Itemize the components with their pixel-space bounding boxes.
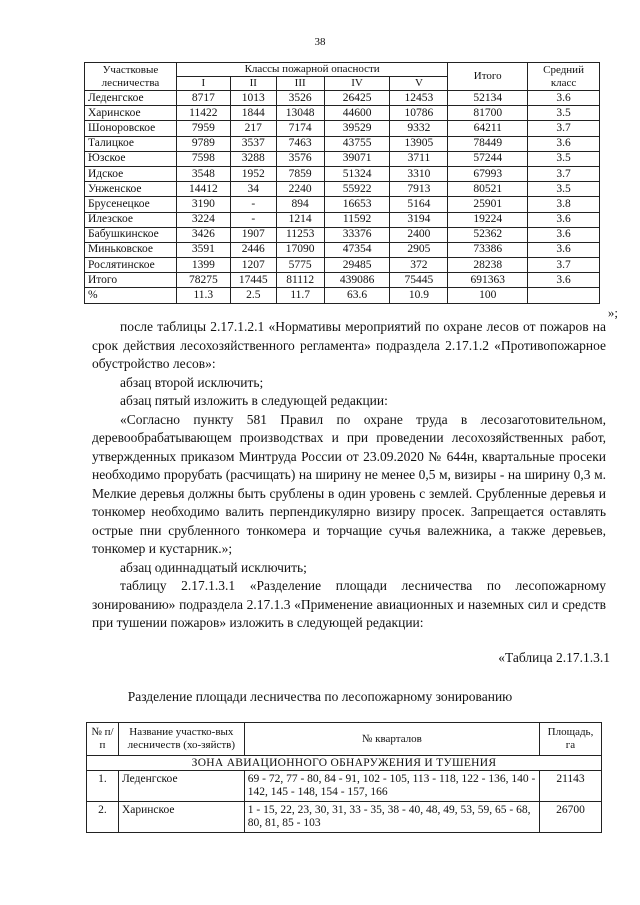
fire-class-table	[84, 62, 600, 304]
page-number: 38	[314, 36, 326, 48]
value-cell: 81112	[276, 273, 324, 288]
value-cell: 7463	[276, 136, 324, 151]
value-cell: 2.5	[230, 288, 276, 303]
value-cell: 19224	[448, 212, 528, 227]
value-cell: 3.6	[528, 242, 600, 257]
value-cell: 81700	[448, 106, 528, 121]
district-name-cell: %	[85, 288, 177, 303]
value-cell: 52362	[448, 227, 528, 242]
value-cell: 3.6	[528, 273, 600, 288]
value-cell: 3310	[390, 166, 448, 181]
value-cell	[528, 288, 600, 303]
value-cell: 34	[230, 182, 276, 197]
value-cell: 100	[448, 288, 528, 303]
value-cell: 3.6	[528, 212, 600, 227]
quarters-cell: 69 - 72, 77 - 80, 84 - 91, 102 - 105, 113 - 118, 122 - 136, 140 - 142, 145 - 148, 154 - 157, 166	[244, 771, 539, 802]
header-area: Площадь, га	[540, 723, 602, 756]
value-cell: 1013	[230, 91, 276, 106]
header-class-2: II	[230, 77, 276, 91]
value-cell: 67993	[448, 166, 528, 181]
header-class-5: V	[390, 77, 448, 91]
value-cell: 1214	[276, 212, 324, 227]
header-num: № п/п	[87, 723, 119, 756]
value-cell: -	[230, 197, 276, 212]
table-row	[87, 771, 602, 802]
paragraph-4: «Согласно пункту 581 Правил по охране труда в лесозаготовительном, деревообрабатывающем производствах и при проведении лесохозяйственных работ, утвержденных приказом Минтруда России от 23.09.2020 № 644н, квартальные просеки необходимо прорубать (расчищать) на ширину не менее 0,5 м, визиры - на ширину 0,3 м. Мелкие деревья должны быть срублены в один уровень с землей. Срубленные деревья и тонкомер необходимо валить перпендикулярно визиру просек. Запрещается оставлять острые пни срубленного тонкомера и торчащие сучья валежника, а также деревьев, тонкомер и кустарник.»;	[92, 411, 606, 556]
value-cell: 3.7	[528, 258, 600, 273]
value-cell: 11.3	[176, 288, 230, 303]
value-cell: 439086	[324, 273, 390, 288]
value-cell: 3.7	[528, 121, 600, 136]
row-number-cell: 1.	[87, 771, 119, 802]
district-name-cell: Харинское	[118, 802, 244, 833]
table-row	[85, 151, 600, 166]
closing-quote: »;	[607, 305, 618, 320]
value-cell: 217	[230, 121, 276, 136]
value-cell: 57244	[448, 151, 528, 166]
district-name-cell: Бабушкинское	[85, 227, 177, 242]
table-row	[85, 242, 600, 257]
table-row	[85, 212, 600, 227]
value-cell: 9332	[390, 121, 448, 136]
value-cell: 3548	[176, 166, 230, 181]
value-cell: 80521	[448, 182, 528, 197]
value-cell: 3288	[230, 151, 276, 166]
value-cell: 3.8	[528, 197, 600, 212]
value-cell: 11592	[324, 212, 390, 227]
value-cell: -	[230, 212, 276, 227]
value-cell: 3537	[230, 136, 276, 151]
district-name-cell: Миньковское	[85, 242, 177, 257]
value-cell: 10.9	[390, 288, 448, 303]
value-cell: 7913	[390, 182, 448, 197]
value-cell: 1907	[230, 227, 276, 242]
district-name-cell: Харинское	[85, 106, 177, 121]
district-name-cell: Итого	[85, 273, 177, 288]
district-name-cell: Рослятинское	[85, 258, 177, 273]
value-cell: 2400	[390, 227, 448, 242]
value-cell: 5164	[390, 197, 448, 212]
table-row	[85, 106, 600, 121]
district-name-cell: Шоноровское	[85, 121, 177, 136]
value-cell: 28238	[448, 258, 528, 273]
district-name-cell: Унженское	[85, 182, 177, 197]
zoning-table	[86, 722, 602, 833]
table-row	[85, 288, 600, 303]
value-cell: 3.7	[528, 166, 600, 181]
row-number-cell: 2.	[87, 802, 119, 833]
value-cell: 39529	[324, 121, 390, 136]
value-cell: 14412	[176, 182, 230, 197]
zone-heading: ЗОНА АВИАЦИОННОГО ОБНАРУЖЕНИЯ И ТУШЕНИЯ	[87, 756, 602, 771]
value-cell: 11253	[276, 227, 324, 242]
district-name-cell: Леденгское	[85, 91, 177, 106]
district-name-cell: Юзское	[85, 151, 177, 166]
value-cell: 372	[390, 258, 448, 273]
value-cell: 78275	[176, 273, 230, 288]
table-label: «Таблица 2.17.1.3.1	[498, 650, 610, 665]
value-cell: 63.6	[324, 288, 390, 303]
table-row	[85, 91, 600, 106]
value-cell: 26425	[324, 91, 390, 106]
value-cell: 73386	[448, 242, 528, 257]
value-cell: 7859	[276, 166, 324, 181]
paragraph-3: абзац пятый изложить в следующей редакции:	[120, 393, 388, 408]
header-name: Название участко-вых лесничеств (хо-зяйств)	[118, 723, 244, 756]
value-cell: 55922	[324, 182, 390, 197]
value-cell: 8717	[176, 91, 230, 106]
value-cell: 17090	[276, 242, 324, 257]
value-cell: 3526	[276, 91, 324, 106]
district-name-cell: Талицкое	[85, 136, 177, 151]
value-cell: 44600	[324, 106, 390, 121]
value-cell: 3.6	[528, 227, 600, 242]
table-row	[85, 121, 600, 136]
value-cell: 11.7	[276, 288, 324, 303]
value-cell: 1952	[230, 166, 276, 181]
value-cell: 12453	[390, 91, 448, 106]
district-name-cell: Леденгское	[118, 771, 244, 802]
value-cell: 1844	[230, 106, 276, 121]
value-cell: 3.5	[528, 151, 600, 166]
area-cell: 21143	[540, 771, 602, 802]
value-cell: 25901	[448, 197, 528, 212]
amendment-text	[92, 318, 606, 633]
header-average-class: Средний класс	[528, 63, 600, 91]
value-cell: 3224	[176, 212, 230, 227]
area-cell: 26700	[540, 802, 602, 833]
value-cell: 9789	[176, 136, 230, 151]
value-cell: 1207	[230, 258, 276, 273]
value-cell: 3.6	[528, 91, 600, 106]
table-title: Разделение площади лесничества по лесопожарному зонированию	[127, 689, 513, 704]
value-cell: 5775	[276, 258, 324, 273]
value-cell: 16653	[324, 197, 390, 212]
value-cell: 894	[276, 197, 324, 212]
value-cell: 3190	[176, 197, 230, 212]
table-row	[85, 182, 600, 197]
value-cell: 1399	[176, 258, 230, 273]
value-cell: 13048	[276, 106, 324, 121]
table-row	[85, 227, 600, 242]
value-cell: 7959	[176, 121, 230, 136]
value-cell: 2240	[276, 182, 324, 197]
value-cell: 17445	[230, 273, 276, 288]
table-row	[87, 802, 602, 833]
value-cell: 3194	[390, 212, 448, 227]
paragraph-2: абзац второй исключить;	[120, 374, 264, 390]
value-cell: 7598	[176, 151, 230, 166]
value-cell: 3.6	[528, 136, 600, 151]
header-total: Итого	[448, 63, 528, 91]
paragraph-5: абзац одиннадцатый исключить;	[120, 559, 307, 575]
value-cell: 29485	[324, 258, 390, 273]
value-cell: 13905	[390, 136, 448, 151]
value-cell: 11422	[176, 106, 230, 121]
value-cell: 51324	[324, 166, 390, 181]
table-row	[85, 136, 600, 151]
value-cell: 3426	[176, 227, 230, 242]
district-name-cell: Илезское	[85, 212, 177, 227]
header-class-4: IV	[324, 77, 390, 91]
value-cell: 3.5	[528, 182, 600, 197]
value-cell: 39071	[324, 151, 390, 166]
district-name-cell: Идское	[85, 166, 177, 181]
table-row	[85, 166, 600, 181]
value-cell: 78449	[448, 136, 528, 151]
value-cell: 7174	[276, 121, 324, 136]
value-cell: 3711	[390, 151, 448, 166]
header-class-1: I	[176, 77, 230, 91]
table-row	[85, 258, 600, 273]
paragraph-6: таблицу 2.17.1.3.1 «Разделение площади лесничества по лесопожарному зонированию» подраздела 2.17.1.3 «Применение авиационных и наземных сил и средств при тушении пожаров» изложить в следующей редакции:	[92, 578, 606, 630]
paragraph-1: после таблицы 2.17.1.2.1 «Нормативы мероприятий по охране лесов от пожаров на срок действия лесохозяйственного регламента» подраздела 2.17.1.2 «Противопожарное обустройство лесов»:	[92, 319, 606, 371]
value-cell: 43755	[324, 136, 390, 151]
value-cell: 64211	[448, 121, 528, 136]
quarters-cell: 1 - 15, 22, 23, 30, 31, 33 - 35, 38 - 40, 48, 49, 53, 59, 65 - 68, 80, 81, 85 - 103	[244, 802, 539, 833]
value-cell: 3.5	[528, 106, 600, 121]
table-row	[85, 273, 600, 288]
value-cell: 75445	[390, 273, 448, 288]
district-name-cell: Брусенецкое	[85, 197, 177, 212]
value-cell: 3576	[276, 151, 324, 166]
value-cell: 2905	[390, 242, 448, 257]
value-cell: 33376	[324, 227, 390, 242]
value-cell: 3591	[176, 242, 230, 257]
value-cell: 52134	[448, 91, 528, 106]
header-class-3: III	[276, 77, 324, 91]
value-cell: 47354	[324, 242, 390, 257]
header-quarters: № кварталов	[244, 723, 539, 756]
value-cell: 10786	[390, 106, 448, 121]
value-cell: 2446	[230, 242, 276, 257]
header-classes-group: Классы пожарной опасности	[176, 63, 447, 77]
header-district: Участковые лесничества	[85, 63, 177, 91]
value-cell: 691363	[448, 273, 528, 288]
table-row	[85, 197, 600, 212]
